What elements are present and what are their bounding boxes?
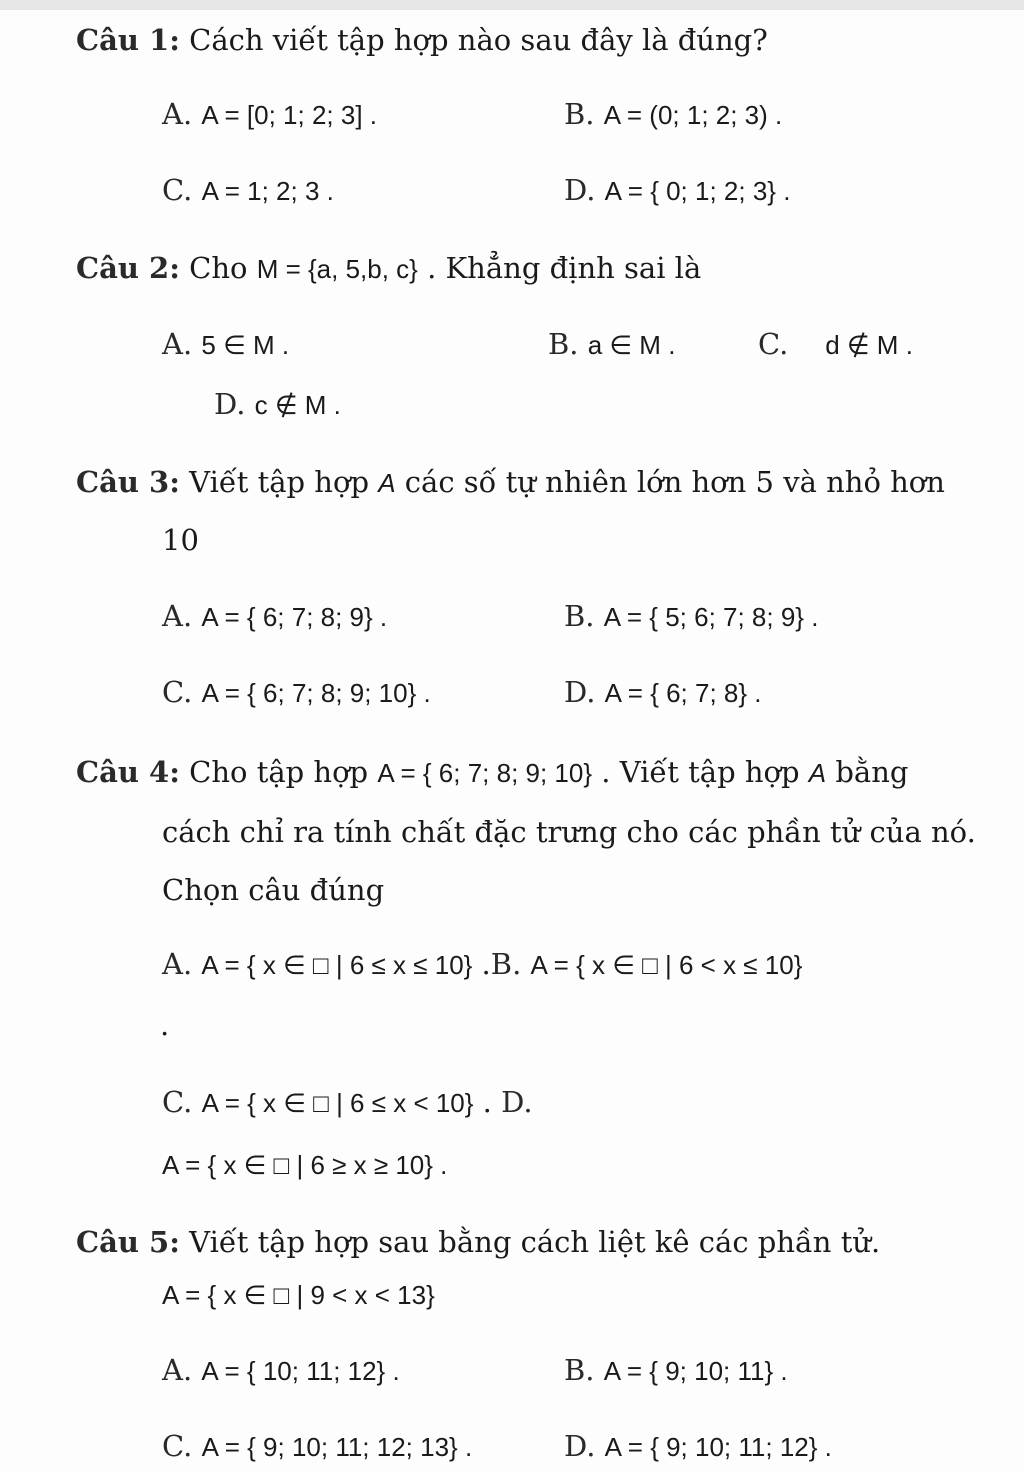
option-math: 5 ∈ M . <box>201 330 290 360</box>
question-2 <box>76 250 701 287</box>
option-math: A = [0; 1; 2; 3] . <box>201 100 378 130</box>
option-math: A = { 6; 7; 8; 9; 10} . <box>201 678 431 708</box>
question-1 <box>76 22 768 58</box>
q5-option-a <box>162 1352 400 1389</box>
q2-option-c <box>758 326 913 363</box>
option-math: A = { x ∈ □ | 6 ≥ x ≥ 10} . <box>162 1150 448 1180</box>
question-1-text: Cách viết tập hợp nào sau đây là đúng? <box>179 23 768 57</box>
option-label: B. <box>564 97 595 131</box>
question-2-set: M = {a, 5,b, c} <box>256 254 418 284</box>
option-label: A. <box>162 97 193 131</box>
q1-option-a <box>162 96 377 133</box>
option-label: A. <box>162 947 193 981</box>
option-label: D. <box>564 173 596 207</box>
option-math: A = { 9; 10; 11} . <box>603 1356 788 1386</box>
option-math: A = { 10; 11; 12} . <box>201 1356 400 1386</box>
question-3-text-end: các số tự nhiên lớn hơn 5 và nhỏ hơn <box>395 465 945 499</box>
option-label: B. <box>564 1353 595 1387</box>
option-label: A. <box>162 1353 193 1387</box>
question-4-label: Câu 4: <box>76 755 180 789</box>
q3-option-b <box>564 598 818 635</box>
question-4-text: Cho tập hợp <box>179 755 378 789</box>
option-math: c ∉ M . <box>254 390 341 420</box>
option-math: A = { x ∈ □ | 6 ≤ x < 10} <box>201 1088 474 1118</box>
option-label: D. <box>214 387 246 421</box>
q4-option-b-dot: . <box>160 1008 170 1042</box>
q2-option-b <box>548 326 675 363</box>
q2-option-a <box>162 326 289 363</box>
question-3-line-2: 10 <box>162 523 199 557</box>
option-label: C. <box>162 173 193 207</box>
question-4-line-3: Chọn câu đúng <box>162 873 385 907</box>
option-label: C. <box>162 675 193 709</box>
q3-option-d <box>564 674 762 711</box>
q4-option-c-d <box>162 1084 533 1121</box>
option-tail: . <box>472 947 491 981</box>
q3-option-a <box>162 598 387 635</box>
q5-option-c <box>162 1428 472 1465</box>
option-math: a ∈ M . <box>587 330 676 360</box>
option-label: C. <box>162 1429 193 1463</box>
option-tail: . <box>473 1085 492 1119</box>
q5-option-d <box>564 1428 832 1465</box>
option-math: A = { 9; 10; 11; 12} . <box>604 1432 832 1462</box>
question-3 <box>76 464 945 501</box>
option-math: A = { 9; 10; 11; 12; 13} . <box>201 1432 473 1462</box>
question-2-text: Cho <box>179 251 257 285</box>
option-label: C. <box>162 1085 193 1119</box>
question-4-var: A <box>808 758 827 788</box>
question-2-text-end: . Khẳng định sai là <box>417 251 702 285</box>
option-math: A = { 5; 6; 7; 8; 9} . <box>603 602 819 632</box>
question-4 <box>76 754 908 791</box>
option-label: D. <box>564 675 596 709</box>
question-3-text: Viết tập hợp <box>179 465 379 499</box>
q3-option-c <box>162 674 431 711</box>
option-label: C. <box>758 327 789 361</box>
question-4-text-end: bằng <box>826 755 909 789</box>
option-math: A = { 6; 7; 8} . <box>604 678 762 708</box>
option-math: A = { 0; 1; 2; 3} . <box>604 176 791 206</box>
question-4-set: A = { 6; 7; 8; 9; 10} <box>377 758 593 788</box>
option-math: d ∉ M . <box>825 330 913 360</box>
question-1-label: Câu 1: <box>76 23 180 57</box>
q4-option-a-b <box>162 946 802 983</box>
option-math: A = { 6; 7; 8; 9} . <box>201 602 388 632</box>
option-label: A. <box>162 599 193 633</box>
question-5 <box>76 1224 880 1260</box>
top-bar <box>0 0 1024 10</box>
question-5-set <box>162 1276 435 1313</box>
q1-option-d <box>564 172 790 209</box>
q4-option-d <box>162 1146 447 1183</box>
q1-option-b <box>564 96 782 133</box>
question-3-label: Câu 3: <box>76 465 180 499</box>
question-2-label: Câu 2: <box>76 251 180 285</box>
question-5-label: Câu 5: <box>76 1225 180 1259</box>
q2-option-d <box>214 386 341 423</box>
option-math: A = 1; 2; 3 . <box>201 176 334 206</box>
question-3-var: A <box>378 468 396 498</box>
option-math: A = (0; 1; 2; 3) . <box>603 100 783 130</box>
q5-option-b <box>564 1352 788 1389</box>
question-4-text-mid: . Viết tập hợp <box>592 755 809 789</box>
question-5-text: Viết tập hợp sau bằng cách liệt kê các phần tử. <box>179 1225 881 1259</box>
option-math: A = { x ∈ □ | 6 ≤ x ≤ 10} <box>201 950 473 980</box>
option-label: D. <box>564 1429 596 1463</box>
option-label: A. <box>162 327 193 361</box>
option-label: D. <box>501 1085 533 1119</box>
option-math: A = { x ∈ □ | 9 < x < 13} <box>162 1280 435 1310</box>
option-label: B. <box>564 599 595 633</box>
option-label: B. <box>548 327 579 361</box>
question-4-line-2: cách chỉ ra tính chất đặc trưng cho các phần tử của nó. <box>162 815 976 849</box>
option-math: A = { x ∈ □ | 6 < x ≤ 10} <box>530 950 803 980</box>
option-label: B. <box>490 947 522 981</box>
q1-option-c <box>162 172 334 209</box>
